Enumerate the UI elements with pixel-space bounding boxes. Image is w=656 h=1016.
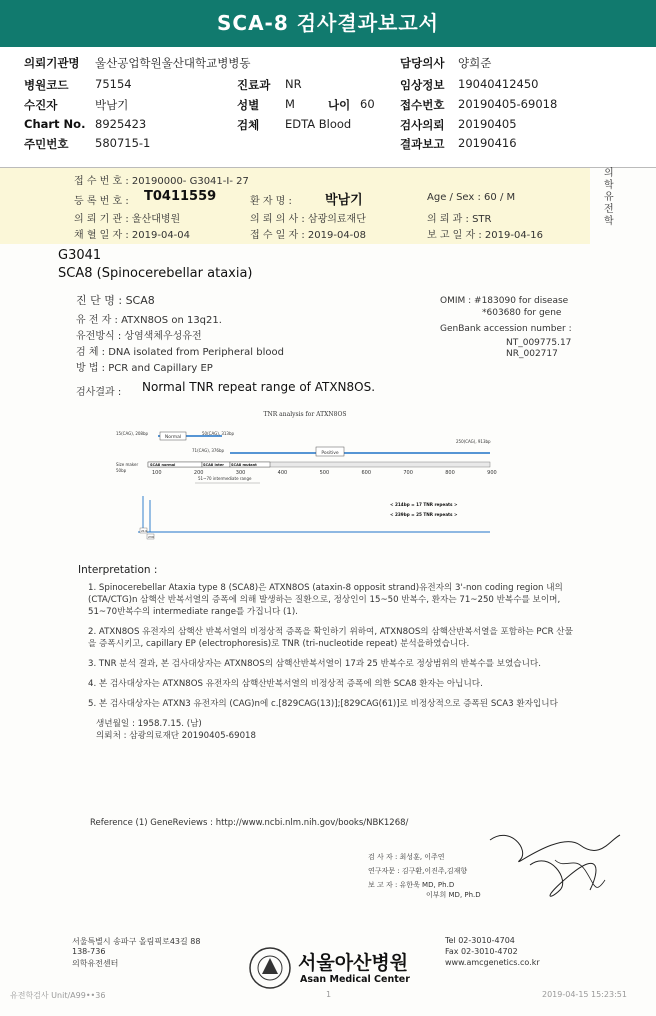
hospital-seal-icon	[248, 946, 292, 990]
reg-label: 등 록 번 호 :	[74, 196, 129, 207]
genbank-nr: NR_002717	[506, 349, 558, 359]
interp-client: 의뢰처 : 삼광의료재단 20190405-69018	[96, 731, 256, 741]
tick-label: 900	[487, 470, 497, 476]
seg4-label: 250(CAG), 913bp	[456, 439, 491, 444]
diagram-title: TNR analysis for ATXN8OS	[263, 411, 347, 418]
req-dept: 의 뢰 과 : STR	[427, 214, 492, 225]
inheritance: 유전방식 : 상염색체우성유전	[76, 331, 202, 342]
interp-p2: 2. ATXN8OS 유전자의 삼핵산 반복서열의 비정상적 증폭을 확인하기 위하여, ATXN8OS의 삼핵산반복서열을 포함하는 PCR 산물을 증폭시키고, capillary EP (electrophoresis)로 TNR (tri-nucleotide repeat) 분석을하였습니다.	[88, 627, 573, 649]
tick-label: 300	[235, 470, 246, 476]
age-value: 60	[360, 97, 375, 111]
repeat2-label: < 239bp = 25 TNR repeats >	[390, 512, 458, 517]
intermediate-label: 51~70 intermediate range	[198, 476, 252, 481]
report-header	[0, 47, 656, 168]
specimen-value: EDTA Blood	[285, 117, 352, 131]
org-value: 울산공업학원울산대학교병병동	[95, 56, 251, 70]
pt-value: 박남기	[325, 193, 363, 208]
fax: Fax 02-3010-4702	[445, 947, 518, 956]
doctor-value: 양희준	[458, 56, 492, 70]
unit-code: 유전학검사 Unit/A99••36	[10, 991, 106, 1000]
test-title: SCA8 (Spinocerebellar ataxia)	[58, 266, 253, 281]
seg2-label: 50(CAG), 313bp	[202, 431, 235, 436]
method: 방 법 : PCR and Capillary EP	[76, 363, 213, 374]
hosp-code-label: 병원코드	[24, 78, 69, 92]
tick-label: 600	[361, 470, 372, 476]
side-text: 의학유전학	[604, 168, 614, 227]
normal-label: Normal	[164, 435, 182, 440]
report-label: 결과보고	[400, 137, 445, 151]
omim-disease: OMIM : #183090 for disease	[440, 296, 569, 306]
specimen-label: 검체	[237, 118, 260, 132]
gene: 유 전 자 : ATXN8OS on 13q21.	[76, 315, 222, 326]
req-label: 검사의뢰	[400, 118, 445, 132]
accession-no: 접 수 번 호 : 20190000- G3041-I- 27	[74, 176, 249, 187]
id-value: 580715-1	[95, 136, 151, 150]
scanned-report	[0, 168, 656, 1016]
scale-label: 50bp	[116, 468, 127, 473]
tick-label: 700	[403, 470, 413, 476]
reg-value: T0411559	[144, 189, 217, 204]
bar2-label: SCA8 inter	[203, 463, 224, 467]
result-label: 검사결과 :	[76, 387, 122, 398]
patient-label: 수진자	[24, 98, 58, 112]
repeat1-label: < 214bp = 17 TNR repeats >	[390, 502, 458, 507]
org-label: 의뢰기관명	[24, 56, 80, 70]
sex-value: M	[285, 97, 295, 111]
tick-label: 500	[319, 470, 330, 476]
signer-advisor: 연구자문 : 김구환,이진주,김재향	[368, 867, 468, 875]
age-label: 나이	[328, 98, 351, 112]
pt-label: 환 자 명 :	[250, 196, 292, 207]
interp-p3: 3. TNR 분석 결과, 본 검사대상자는 ATXN8OS의 삼핵산반복서열이 17과 25 반복수로 정상범위의 반복수를 보였습니다.	[88, 659, 541, 669]
seg3-label: 71(CAG), 376bp	[192, 448, 225, 453]
seg1-label: 15(CAG), 208bp	[116, 431, 149, 436]
recv-date: 접 수 일 자 : 2019-04-08	[250, 230, 367, 241]
signature	[470, 820, 630, 910]
req-doc: 의 뢰 의 사 : 삼광의료재단	[250, 214, 366, 225]
result-value: Normal TNR repeat range of ATXN8OS.	[142, 380, 376, 394]
tnr-analysis-diagram	[110, 408, 500, 548]
website: www.amcgenetics.co.kr	[445, 958, 540, 967]
positive-label: Positive	[321, 451, 339, 456]
peak1-label: 214	[141, 529, 147, 533]
interp-p1: 1. Spinocerebellar Ataxia type 8 (SCA8)은 ATXN8OS (ataxin-8 opposit strand)유전자의 3'-non coding region 내의 (CTA/CTG)n 삼핵산 반복서열의 증폭에 의해 발생하는 질환으로, 정상인이 15~50 반복수, 환자는 71~250 반복수를 보이며, 51~70반복수의 intermediate range를 가집니다 (1).	[88, 583, 563, 617]
page-number: 1	[326, 990, 332, 999]
reference: Reference (1) GeneReviews : http://www.ncbi.nlm.nih.gov/books/NBK1268/	[90, 818, 409, 828]
interp-p4: 4. 본 검사대상자는 ATXN8OS 유전자의 삼핵산반복서열의 비정상적 증폭에 의한 SCA8 환자는 아닙니다.	[88, 679, 483, 689]
genbank-label: GenBank accession number :	[440, 324, 572, 334]
recv-label: 접수번호	[400, 98, 445, 112]
chart-no-label: Chart No.	[24, 117, 86, 131]
tick-label: 400	[277, 470, 288, 476]
interp-p5: 5. 본 검사대상자는 ATXN3 유전자의 (CAG)n에 c.[829CAG(13)];[829CAG(61)]로 비정상적으로 증폭된 SCA3 환자입니다	[88, 699, 558, 709]
size-marker-label: Size maker	[116, 462, 139, 467]
interpretation-section	[78, 564, 578, 750]
chart-no-value: 8925423	[95, 117, 147, 131]
test-code: G3041	[58, 248, 102, 263]
bar3-label: SCA8 mutant	[231, 463, 257, 467]
patient-value: 박남기	[95, 98, 129, 112]
report-date: 보 고 일 자 : 2019-04-16	[427, 230, 544, 241]
hospital-name-ko: 서울아산병원	[298, 952, 409, 974]
age-sex: Age / Sex : 60 / M	[427, 192, 516, 203]
genbank-nt: NT_009775.17	[506, 338, 572, 348]
hosp-code-value: 75154	[95, 77, 132, 91]
req-value: 20190405	[458, 117, 517, 131]
address-line3: 의학유전센터	[72, 959, 119, 968]
dept-label: 진료과	[237, 78, 271, 92]
id-label: 주민번호	[24, 137, 69, 151]
signer-reporter: 보 고 자 : 유한욱 MD, Ph.D	[368, 881, 455, 889]
report-title: SCA-8 검사결과보고서	[0, 0, 656, 47]
report-value: 20190416	[458, 136, 517, 150]
dept-value: NR	[285, 77, 302, 91]
tick-label: 200	[193, 470, 204, 476]
sex-label: 성별	[237, 98, 260, 112]
specimen: 검 체 : DNA isolated from Peripheral blood	[76, 347, 284, 358]
doctor-label: 담당의사	[400, 56, 445, 70]
peak2-label: 239	[148, 535, 154, 539]
clinical-value: 19040412450	[458, 77, 539, 91]
tel: Tel 02-3010-4704	[445, 936, 515, 945]
clinical-label: 임상정보	[400, 78, 445, 92]
sample-date: 채 혈 일 자 : 2019-04-04	[74, 230, 191, 241]
tick-label: 100	[152, 470, 162, 476]
req-org: 의 뢰 기 관 : 울산대병원	[74, 214, 181, 225]
address-line2: 138-736	[72, 947, 106, 956]
bar1-label: SCA8 normal	[150, 463, 176, 467]
hospital-name-en: Asan Medical Center	[300, 974, 410, 985]
tick-label: 800	[445, 470, 455, 476]
print-timestamp: 2019-04-15 15:23:51	[542, 990, 627, 999]
interp-heading: Interpretation :	[78, 564, 158, 576]
signer-reporter-2: 이부희 MD, Ph.D	[426, 891, 481, 899]
diagnosis: 진 단 명 : SCA8	[76, 294, 155, 307]
recv-value: 20190405-69018	[458, 97, 558, 111]
signer-tester: 검 사 자 : 최성훈, 이주연	[368, 853, 445, 861]
interp-dob: 생년월일 : 1958.7.15. (남)	[96, 719, 202, 729]
address-line1: 서울특별시 송파구 올림픽로43길 88	[72, 937, 201, 946]
omim-gene: *603680 for gene	[482, 308, 562, 318]
